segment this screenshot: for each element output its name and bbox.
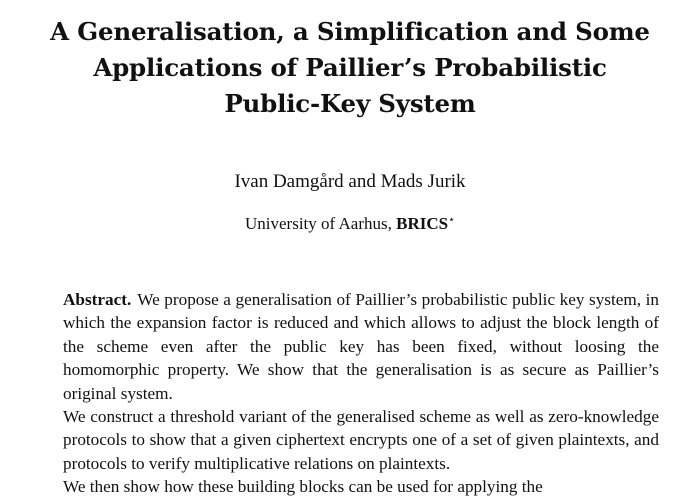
authors: Ivan Damgård and Mads Jurik [234, 171, 466, 192]
abstract-paragraph-3: We then show how these building blocks can be used for applying the [63, 477, 543, 497]
abstract-paragraph-1 [63, 288, 659, 405]
abstract-label: Abstract. [63, 290, 132, 309]
title-line-3: Public-Key System [224, 89, 476, 118]
footnote-mark: ⋆ [448, 214, 455, 226]
abstract-paragraph-1-text: We propose a generalisation of Paillier’s probabilistic public key system, in which the expansion factor is reduced and which allows to adjust the block length of the scheme even after the public key has been fixed, without loosing the homomorphic property. We show that the generalisation is as secure as Paillier’s original system. [63, 290, 659, 403]
affiliation-university: University of Aarhus, [245, 214, 392, 233]
title-line-1: A Generalisation, a Simplification and Some [50, 17, 650, 46]
title-line-2: Applications of Paillier’s Probabilistic [93, 53, 607, 82]
affiliation [0, 212, 700, 236]
abstract-paragraph-3-clip [63, 475, 659, 497]
affiliation-org: BRICS [396, 214, 449, 233]
abstract [63, 288, 659, 497]
paper-title [0, 14, 700, 122]
abstract-paragraph-2: We construct a threshold variant of the generalised scheme as well as zero-knowledge protocols to show that a given ciphertext encrypts one of a set of given plaintexts, and protocols to verify multiplicative relations on plaintexts. [63, 407, 659, 473]
